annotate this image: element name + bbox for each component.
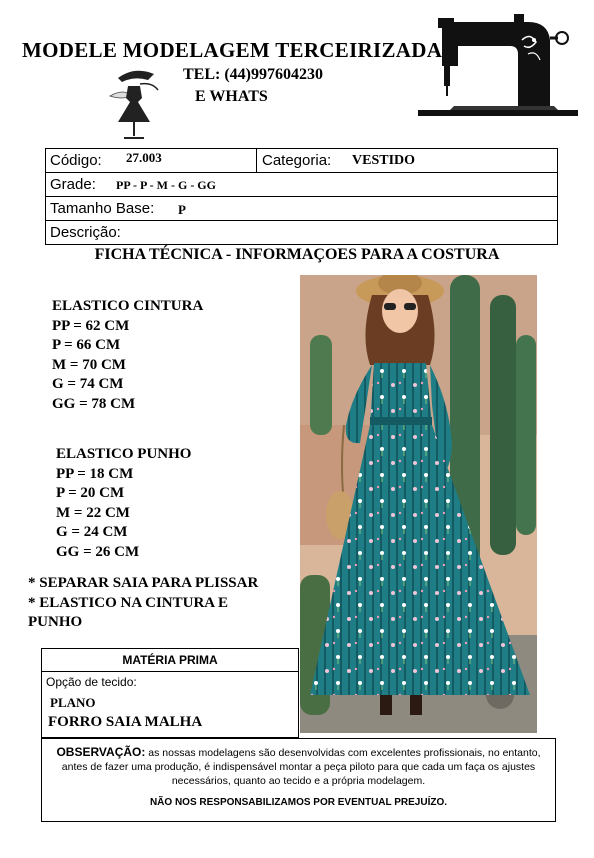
cintura-size: G = 74 CM (52, 376, 124, 393)
codigo-row (45, 148, 558, 173)
disclaimer: NÃO NOS RESPONSABILIZAMOS POR EVENTUAL PREJUÍZO. (149, 797, 448, 808)
observacao-box (41, 738, 556, 822)
cintura-size: M = 70 CM (52, 356, 126, 373)
codigo-label: Código: (50, 152, 102, 169)
sewing-machine-icon (418, 10, 578, 120)
grade-value: PP - P - M - G - GG (116, 178, 216, 192)
note-punho: PUNHO (28, 614, 83, 630)
observacao-text: as nossas modelagens são desenvolvidas com excelentes profissionais, no entanto, antes de fazer uma produção, é indispensável montar a peça piloto para que cada um faça os ajustes necessários, quanto ao tecido e a própria modelagem. (61, 747, 541, 787)
cintura-size: PP = 62 CM (52, 317, 130, 334)
grade-row (45, 172, 558, 197)
materia-prima-title: MATÉRIA PRIMA (42, 649, 298, 672)
cintura-size: GG = 78 CM (52, 395, 136, 412)
elastico-cintura-title: ELASTICO CINTURA (52, 298, 204, 314)
descricao-row (45, 220, 558, 245)
punho-size: M = 22 CM (56, 504, 130, 521)
tamanho-value: P (178, 202, 186, 217)
punho-size: G = 24 CM (56, 524, 128, 541)
tamanho-row (45, 196, 558, 221)
tamanho-label: Tamanho Base: (50, 200, 155, 217)
elastico-punho-title: ELASTICO PUNHO (56, 446, 192, 462)
note-elastico: * ELASTICO NA CINTURA E (28, 594, 229, 611)
categoria-value: VESTIDO (352, 153, 416, 168)
opcao-tecido-label: Opção de tecido: (46, 675, 137, 689)
sewing-notes (28, 574, 258, 633)
note-plissar: * SEPARAR SAIA PARA PLISSAR (28, 575, 259, 591)
punho-size: P = 20 CM (56, 485, 125, 502)
punho-size: GG = 26 CM (56, 543, 140, 560)
dress-form-icon (104, 60, 166, 142)
tecido-plano: PLANO (50, 695, 96, 710)
cintura-size: P = 66 CM (52, 337, 121, 354)
grade-label: Grade: (50, 176, 96, 193)
observacao-paragraph (50, 745, 547, 788)
elastico-punho-block (56, 445, 191, 563)
punho-size: PP = 18 CM (56, 465, 134, 482)
product-photo (300, 275, 537, 733)
phone-number: TEL: (44)997604230 (183, 66, 323, 83)
descricao-label: Descrição: (50, 224, 121, 241)
codigo-value: 27.003 (126, 150, 162, 165)
tecido-forro: FORRO SAIA MALHA (48, 714, 203, 730)
categoria-label: Categoria: (262, 152, 332, 169)
materia-prima-table (41, 648, 299, 738)
observacao-label: OBSERVAÇÃO: (56, 745, 146, 759)
row-divider (256, 148, 257, 173)
whats-label: E WHATS (195, 88, 268, 105)
ficha-tecnica-title: FICHA TÉCNICA - INFORMAÇOES PARA A COSTURA (94, 246, 500, 263)
elastico-cintura-block (52, 297, 203, 415)
company-name: MODELE MODELAGEM TERCEIRIZADA (22, 38, 443, 62)
